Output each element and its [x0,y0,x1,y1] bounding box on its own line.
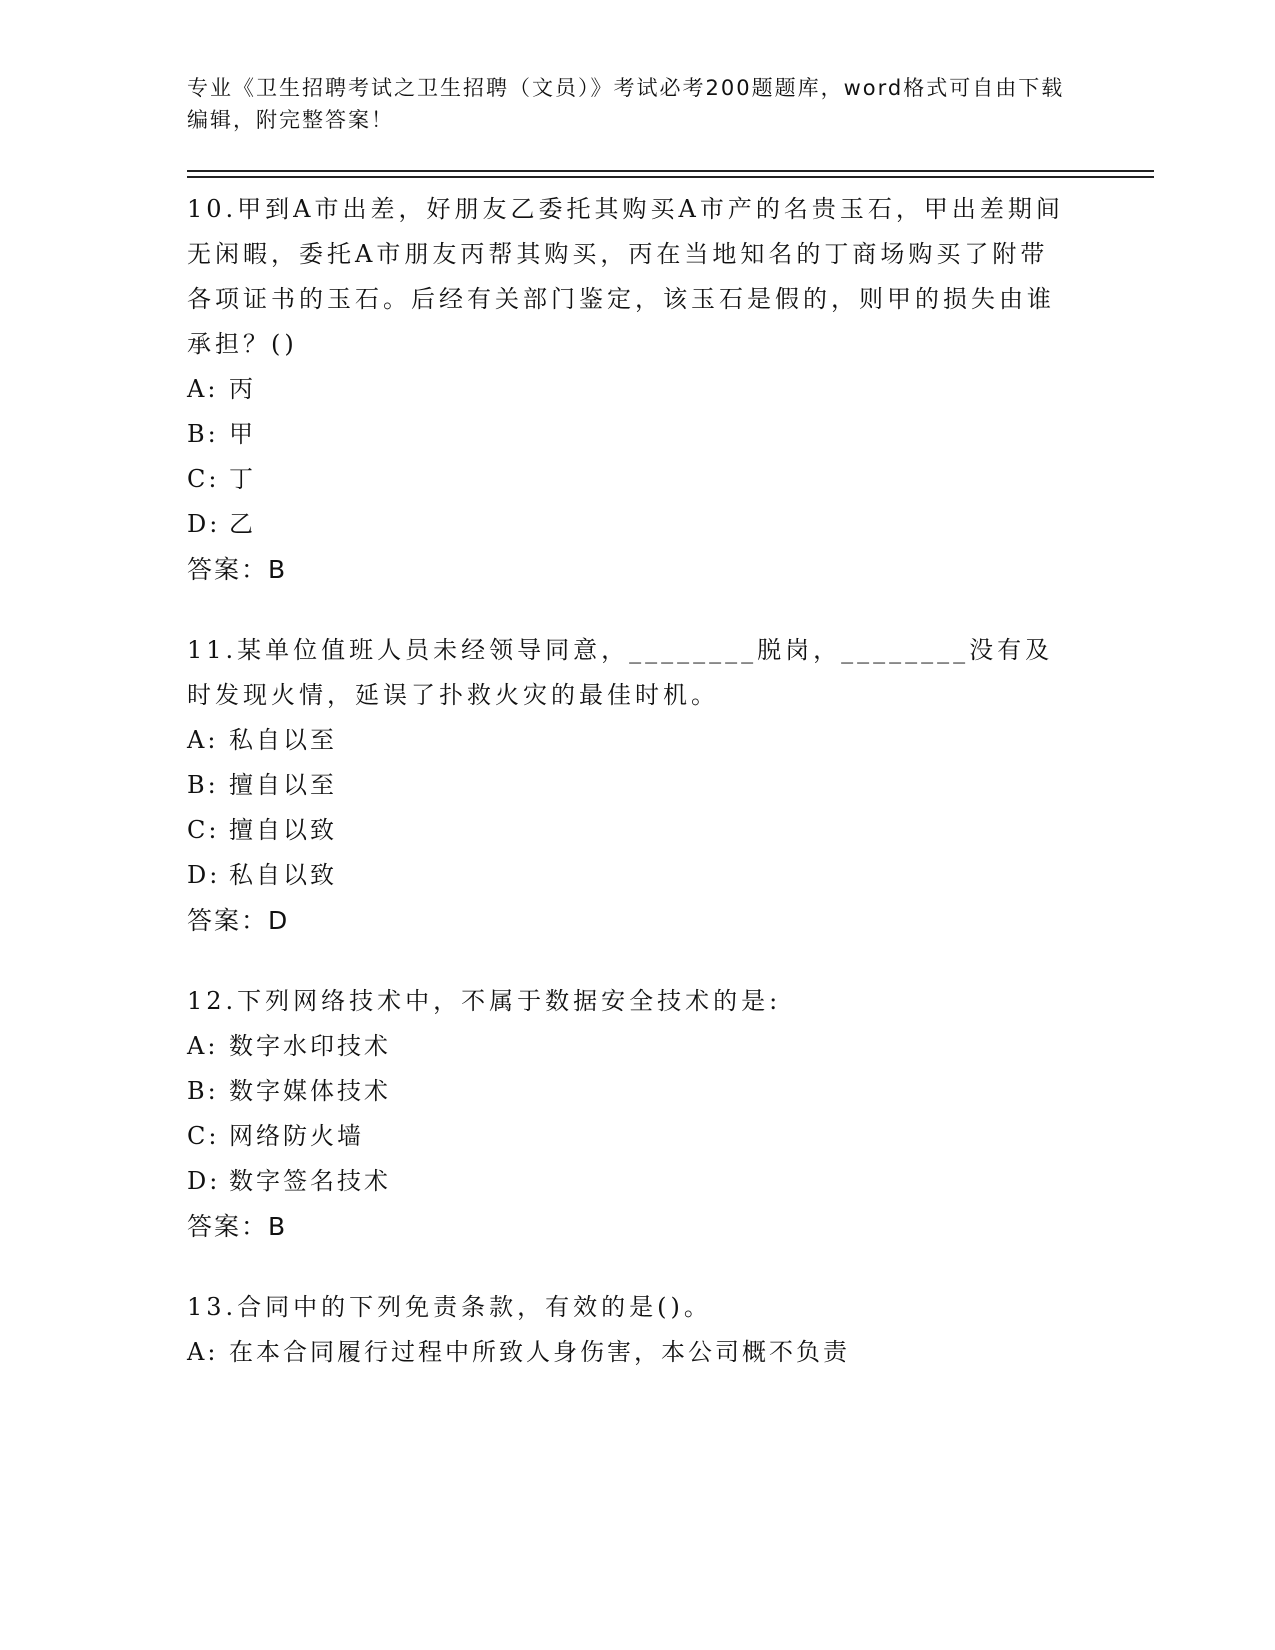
answer-line: 答案：D [187,906,290,935]
option-letter: A: [187,1032,219,1060]
option-c [187,457,1067,502]
option-text: 擅自以至 [229,771,337,799]
option-letter: B: [187,771,219,799]
option-a [187,1024,1067,1069]
option-letter: D: [187,1167,221,1195]
question-12 [187,979,1067,1249]
question-13 [187,1285,1067,1375]
answer-line: 答案：B [187,1212,288,1241]
option-letter: C: [187,1122,220,1150]
option-text: 在本合同履行过程中所致人身伤害，本公司概不负责 [229,1338,850,1366]
question-stem: 13.合同中的下列免责条款，有效的是()。 [187,1293,712,1321]
option-letter: B: [187,420,219,448]
question-stem: 11.某单位值班人员未经领导同意，________脱岗，________没有及时发现火情，延误了扑救火灾的最佳时机。 [187,636,1054,709]
option-a [187,367,1067,412]
option-c [187,808,1067,853]
option-letter: A: [187,375,219,403]
header-rule-bottom [187,176,1154,178]
option-text: 私自以至 [229,726,337,754]
option-text: 擅自以致 [229,816,337,844]
option-b [187,412,1067,457]
option-text: 丁 [229,465,256,493]
option-letter: D: [187,510,221,538]
option-text: 数字签名技术 [229,1167,391,1195]
option-letter: A: [187,1338,219,1366]
answer-line: 答案：B [187,555,288,584]
option-letter: A: [187,726,219,754]
question-11 [187,628,1067,943]
option-text: 乙 [229,510,256,538]
question-10 [187,187,1067,592]
question-list [187,187,1067,1411]
option-text: 网络防火墙 [229,1122,364,1150]
header-rule-top [187,170,1154,172]
option-letter: B: [187,1077,219,1105]
option-a [187,1330,1067,1375]
option-text: 甲 [229,420,256,448]
option-letter: C: [187,816,220,844]
question-stem: 10.甲到A市出差，好朋友乙委托其购买A市产的名贵玉石，甲出差期间无闲暇，委托A市朋友丙帮其购买，丙在当地知名的丁商场购买了附带各项证书的玉石。后经有关部门鉴定，该玉石是假的，则甲的损失由谁承担？() [187,195,1064,358]
option-text: 丙 [229,375,256,403]
option-letter: C: [187,465,220,493]
question-stem: 12.下列网络技术中，不属于数据安全技术的是: [187,987,782,1015]
option-text: 私自以致 [229,861,337,889]
document-header: 专业《卫生招聘考试之卫生招聘（文员）》考试必考200题题库，word格式可自由下载编辑，附完整答案！ [187,76,1065,132]
option-a [187,718,1067,763]
option-d [187,853,1067,898]
option-text: 数字水印技术 [229,1032,391,1060]
option-d [187,1159,1067,1204]
option-b [187,1069,1067,1114]
option-b [187,763,1067,808]
option-d [187,502,1067,547]
option-letter: D: [187,861,221,889]
option-c [187,1114,1067,1159]
option-text: 数字媒体技术 [229,1077,391,1105]
